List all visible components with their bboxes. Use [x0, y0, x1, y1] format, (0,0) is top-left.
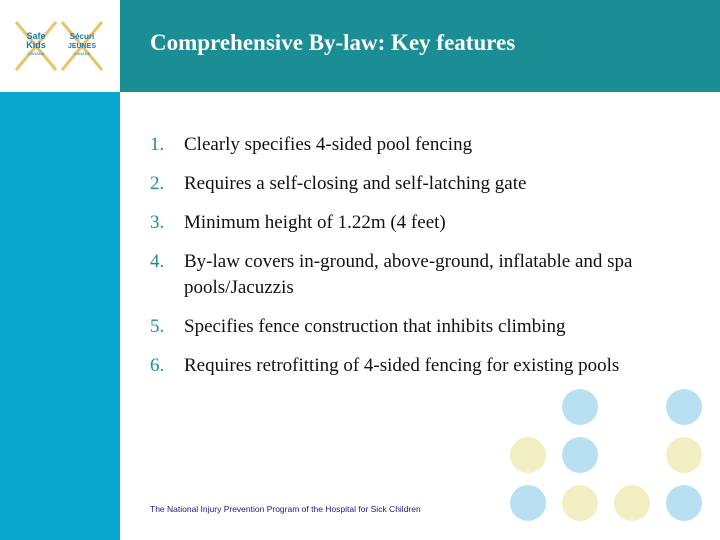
list-item-text: Specifies fence construction that inhibits climbing — [184, 316, 566, 337]
list-item-number: 5. — [150, 316, 165, 337]
dot-icon — [510, 485, 546, 521]
footer-text: The National Injury Prevention Program of the Hospital for Sick Children — [150, 504, 421, 514]
list-item-text: By-law covers in-ground, above-ground, inflatable and spa pools/Jacuzzis — [184, 251, 633, 298]
list-item — [150, 249, 650, 301]
dot-icon — [666, 389, 702, 425]
list-item — [150, 210, 650, 236]
list-item-number: 1. — [150, 134, 165, 155]
dot-icon — [666, 485, 702, 521]
left-accent-bar — [0, 92, 120, 540]
dot-icon — [614, 485, 650, 521]
list-item — [150, 132, 650, 158]
list-item-text: Requires retrofitting of 4-sided fencing for existing pools — [184, 355, 620, 376]
dot-icon — [666, 437, 702, 473]
logo-right-sub: CANADA — [73, 51, 91, 56]
list-item-number: 6. — [150, 355, 165, 376]
slide-title: Comprehensive By-law: Key features — [150, 30, 516, 55]
list-item-number: 4. — [150, 251, 165, 272]
logo-left-text-2: Kids — [26, 40, 46, 50]
list-item-text: Clearly specifies 4-sided pool fencing — [184, 134, 473, 155]
list-item — [150, 353, 650, 379]
key-features-list — [150, 132, 650, 392]
dot-icon — [562, 389, 598, 425]
logo-right-text-1: Sécuri — [69, 32, 95, 41]
dot-icon — [562, 485, 598, 521]
logo — [0, 0, 120, 92]
logo-left-sub: CANADA — [27, 51, 45, 56]
logo-right-text-2: JEUNES — [67, 43, 97, 50]
list-item — [150, 314, 650, 340]
list-item — [150, 171, 650, 197]
dot-icon — [562, 437, 598, 473]
dot-icon — [510, 437, 546, 473]
list-item-text: Minimum height of 1.22m (4 feet) — [184, 212, 446, 233]
logo-left-text-1: Safe — [26, 31, 46, 41]
list-item-text: Requires a self-closing and self-latching gate — [184, 173, 527, 194]
list-item-number: 2. — [150, 173, 165, 194]
safe-kids-logo-icon — [12, 18, 108, 74]
title-bar — [120, 0, 720, 92]
list-item-number: 3. — [150, 212, 165, 233]
